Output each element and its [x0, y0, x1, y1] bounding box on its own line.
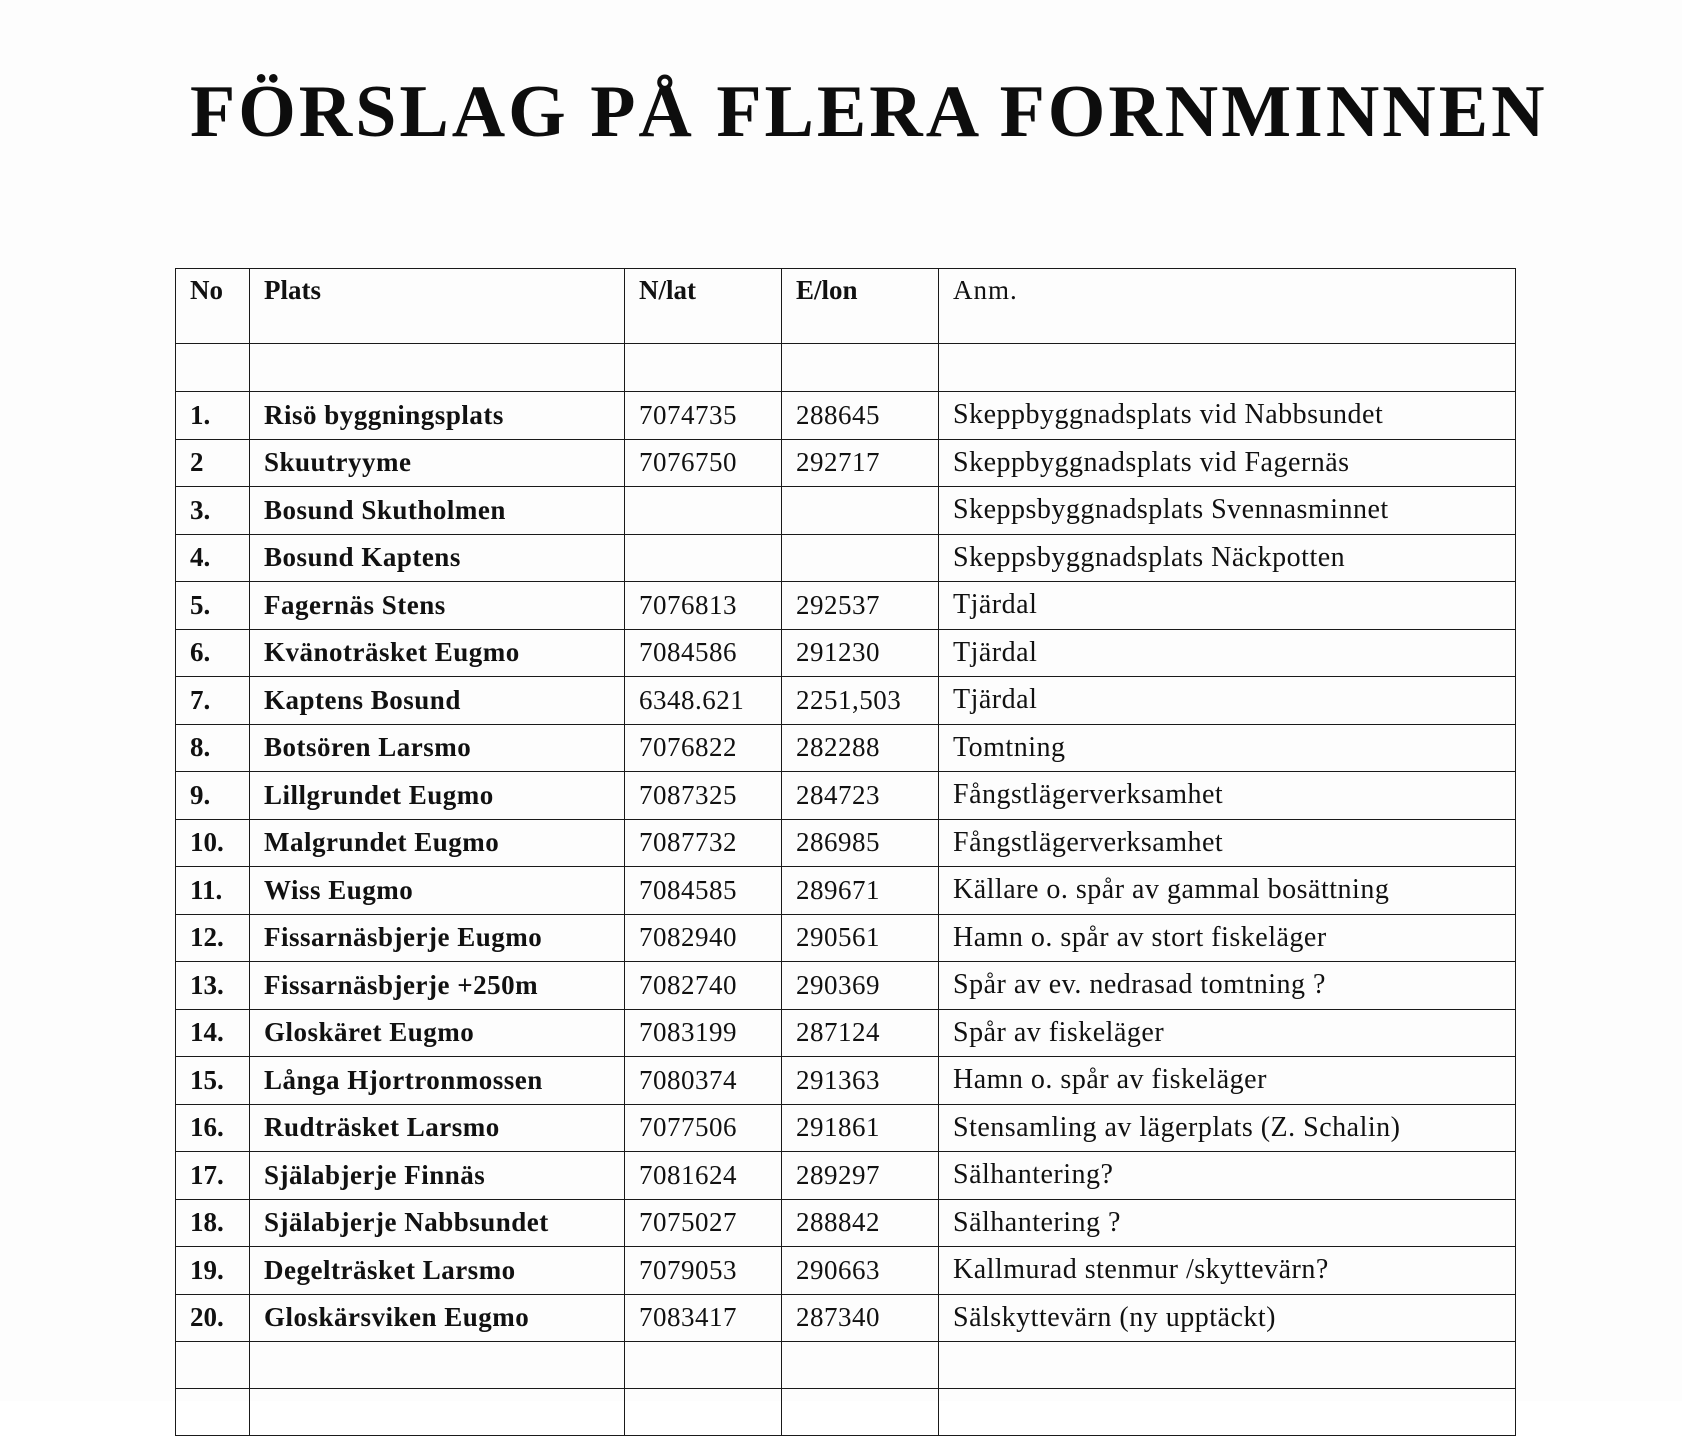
cell-place: Långa Hjortronmossen	[250, 1057, 625, 1105]
sites-table	[175, 268, 1516, 1436]
table-row	[176, 1199, 1516, 1247]
cell-lon: 289297	[782, 1152, 939, 1200]
empty-cell	[939, 344, 1516, 392]
cell-no: 11.	[176, 867, 250, 915]
cell-place: Risö byggningsplats	[250, 392, 625, 440]
cell-lon: 291363	[782, 1057, 939, 1105]
cell-place: Bosund Skutholmen	[250, 487, 625, 535]
table-row	[176, 1247, 1516, 1295]
cell-lat: 7076750	[625, 439, 782, 487]
header-lon: E/lon	[782, 269, 939, 344]
cell-no: 16.	[176, 1104, 250, 1152]
table-header-row	[176, 269, 1516, 344]
cell-lat: 6348.621	[625, 677, 782, 725]
cell-place: Kaptens Bosund	[250, 677, 625, 725]
cell-lon: 290369	[782, 962, 939, 1010]
table-row	[176, 819, 1516, 867]
cell-no: 15.	[176, 1057, 250, 1105]
cell-note: Stensamling av lägerplats (Z. Schalin)	[939, 1104, 1516, 1152]
cell-no: 3.	[176, 487, 250, 535]
cell-lat	[625, 534, 782, 582]
cell-lon: 2251,503	[782, 677, 939, 725]
table-row	[176, 677, 1516, 725]
cell-lat: 7082740	[625, 962, 782, 1010]
cell-place: Lillgrundet Eugmo	[250, 772, 625, 820]
cell-lat: 7074735	[625, 392, 782, 440]
table-row	[176, 1294, 1516, 1342]
cell-lat	[625, 487, 782, 535]
table-row	[176, 392, 1516, 440]
header-place: Plats	[250, 269, 625, 344]
cell-place: Malgrundet Eugmo	[250, 819, 625, 867]
table-row	[176, 962, 1516, 1010]
empty-cell	[250, 1389, 625, 1436]
cell-no: 10.	[176, 819, 250, 867]
cell-lon	[782, 487, 939, 535]
cell-no: 20.	[176, 1294, 250, 1342]
table-row	[176, 914, 1516, 962]
cell-note: Spår av ev. nedrasad tomtning ?	[939, 962, 1516, 1010]
empty-cell	[782, 1389, 939, 1436]
cell-place: Rudträsket Larsmo	[250, 1104, 625, 1152]
cell-place: Degelträsket Larsmo	[250, 1247, 625, 1295]
cell-note: Skeppbyggnadsplats vid Fagernäs	[939, 439, 1516, 487]
cell-lon: 284723	[782, 772, 939, 820]
cell-note: Hamn o. spår av fiskeläger	[939, 1057, 1516, 1105]
cell-note: Sälhantering ?	[939, 1199, 1516, 1247]
cell-note: Tjärdal	[939, 677, 1516, 725]
cell-lat: 7083199	[625, 1009, 782, 1057]
cell-lon: 286985	[782, 819, 939, 867]
table-row	[176, 582, 1516, 630]
empty-cell	[782, 344, 939, 392]
cell-no: 1.	[176, 392, 250, 440]
cell-note: Hamn o. spår av stort fiskeläger	[939, 914, 1516, 962]
cell-no: 9.	[176, 772, 250, 820]
cell-note: Kallmurad stenmur /skyttevärn?	[939, 1247, 1516, 1295]
cell-note: Skeppsbyggnadsplats Svennasminnet	[939, 487, 1516, 535]
empty-cell	[939, 1342, 1516, 1389]
cell-lat: 7082940	[625, 914, 782, 962]
cell-note: Skeppbyggnadsplats vid Nabbsundet	[939, 392, 1516, 440]
cell-no: 2	[176, 439, 250, 487]
empty-cell	[250, 1342, 625, 1389]
cell-place: Fagernäs Stens	[250, 582, 625, 630]
cell-place: Själabjerje Nabbsundet	[250, 1199, 625, 1247]
cell-lon: 291861	[782, 1104, 939, 1152]
cell-no: 18.	[176, 1199, 250, 1247]
cell-no: 6.	[176, 629, 250, 677]
cell-lon: 288645	[782, 392, 939, 440]
header-lat: N/lat	[625, 269, 782, 344]
table-row	[176, 867, 1516, 915]
cell-note: Fångstlägerverksamhet	[939, 819, 1516, 867]
cell-note: Tjärdal	[939, 629, 1516, 677]
cell-note: Skeppsbyggnadsplats Näckpotten	[939, 534, 1516, 582]
cell-note: Källare o. spår av gammal bosättning	[939, 867, 1516, 915]
empty-cell	[625, 1389, 782, 1436]
cell-place: Själabjerje Finnäs	[250, 1152, 625, 1200]
cell-no: 7.	[176, 677, 250, 725]
cell-no: 13.	[176, 962, 250, 1010]
cell-note: Fångstlägerverksamhet	[939, 772, 1516, 820]
cell-lon: 287124	[782, 1009, 939, 1057]
cell-lon: 292537	[782, 582, 939, 630]
table-row	[176, 1104, 1516, 1152]
table-row	[176, 1009, 1516, 1057]
cell-lat: 7076813	[625, 582, 782, 630]
table-body	[176, 344, 1516, 1436]
header-no: No	[176, 269, 250, 344]
cell-lat: 7084585	[625, 867, 782, 915]
table-row	[176, 724, 1516, 772]
cell-lat: 7087732	[625, 819, 782, 867]
cell-lon: 290561	[782, 914, 939, 962]
empty-cell	[625, 1342, 782, 1389]
cell-note: Tjärdal	[939, 582, 1516, 630]
table-spacer-row	[176, 344, 1516, 392]
cell-no: 14.	[176, 1009, 250, 1057]
cell-place: Bosund Kaptens	[250, 534, 625, 582]
cell-place: Wiss Eugmo	[250, 867, 625, 915]
empty-cell	[250, 344, 625, 392]
cell-lon: 292717	[782, 439, 939, 487]
cell-no: 5.	[176, 582, 250, 630]
cell-lat: 7075027	[625, 1199, 782, 1247]
cell-lon: 290663	[782, 1247, 939, 1295]
cell-lat: 7079053	[625, 1247, 782, 1295]
header-note: Anm.	[939, 269, 1516, 344]
table-empty-row	[176, 1342, 1516, 1389]
table-row	[176, 439, 1516, 487]
cell-lat: 7087325	[625, 772, 782, 820]
cell-lat: 7077506	[625, 1104, 782, 1152]
cell-place: Fissarnäsbjerje Eugmo	[250, 914, 625, 962]
cell-lat: 7083417	[625, 1294, 782, 1342]
cell-note: Tomtning	[939, 724, 1516, 772]
cell-lat: 7084586	[625, 629, 782, 677]
cell-no: 4.	[176, 534, 250, 582]
table-empty-row	[176, 1389, 1516, 1436]
cell-no: 19.	[176, 1247, 250, 1295]
empty-cell	[782, 1342, 939, 1389]
cell-lat: 7076822	[625, 724, 782, 772]
cell-place: Kvänoträsket Eugmo	[250, 629, 625, 677]
cell-note: Sälskyttevärn (ny upptäckt)	[939, 1294, 1516, 1342]
cell-lon: 291230	[782, 629, 939, 677]
empty-cell	[939, 1389, 1516, 1436]
cell-lon: 287340	[782, 1294, 939, 1342]
empty-cell	[625, 344, 782, 392]
cell-place: Skuutryyme	[250, 439, 625, 487]
cell-lat: 7080374	[625, 1057, 782, 1105]
cell-lat: 7081624	[625, 1152, 782, 1200]
table-row	[176, 487, 1516, 535]
table-row	[176, 772, 1516, 820]
table-row	[176, 1152, 1516, 1200]
empty-cell	[176, 1389, 250, 1436]
table-row	[176, 534, 1516, 582]
cell-lon: 289671	[782, 867, 939, 915]
cell-place: Gloskärsviken Eugmo	[250, 1294, 625, 1342]
cell-no: 12.	[176, 914, 250, 962]
cell-note: Spår av fiskeläger	[939, 1009, 1516, 1057]
cell-lon: 288842	[782, 1199, 939, 1247]
document-title: FÖRSLAG PÅ FLERA FORNMINNEN	[190, 71, 1548, 153]
cell-lon: 282288	[782, 724, 939, 772]
table-row	[176, 629, 1516, 677]
cell-no: 8.	[176, 724, 250, 772]
cell-place: Gloskäret Eugmo	[250, 1009, 625, 1057]
cell-lon	[782, 534, 939, 582]
cell-place: Botsören Larsmo	[250, 724, 625, 772]
empty-cell	[176, 1342, 250, 1389]
cell-place: Fissarnäsbjerje +250m	[250, 962, 625, 1010]
cell-no: 17.	[176, 1152, 250, 1200]
empty-cell	[176, 344, 250, 392]
cell-note: Sälhantering?	[939, 1152, 1516, 1200]
table-row	[176, 1057, 1516, 1105]
